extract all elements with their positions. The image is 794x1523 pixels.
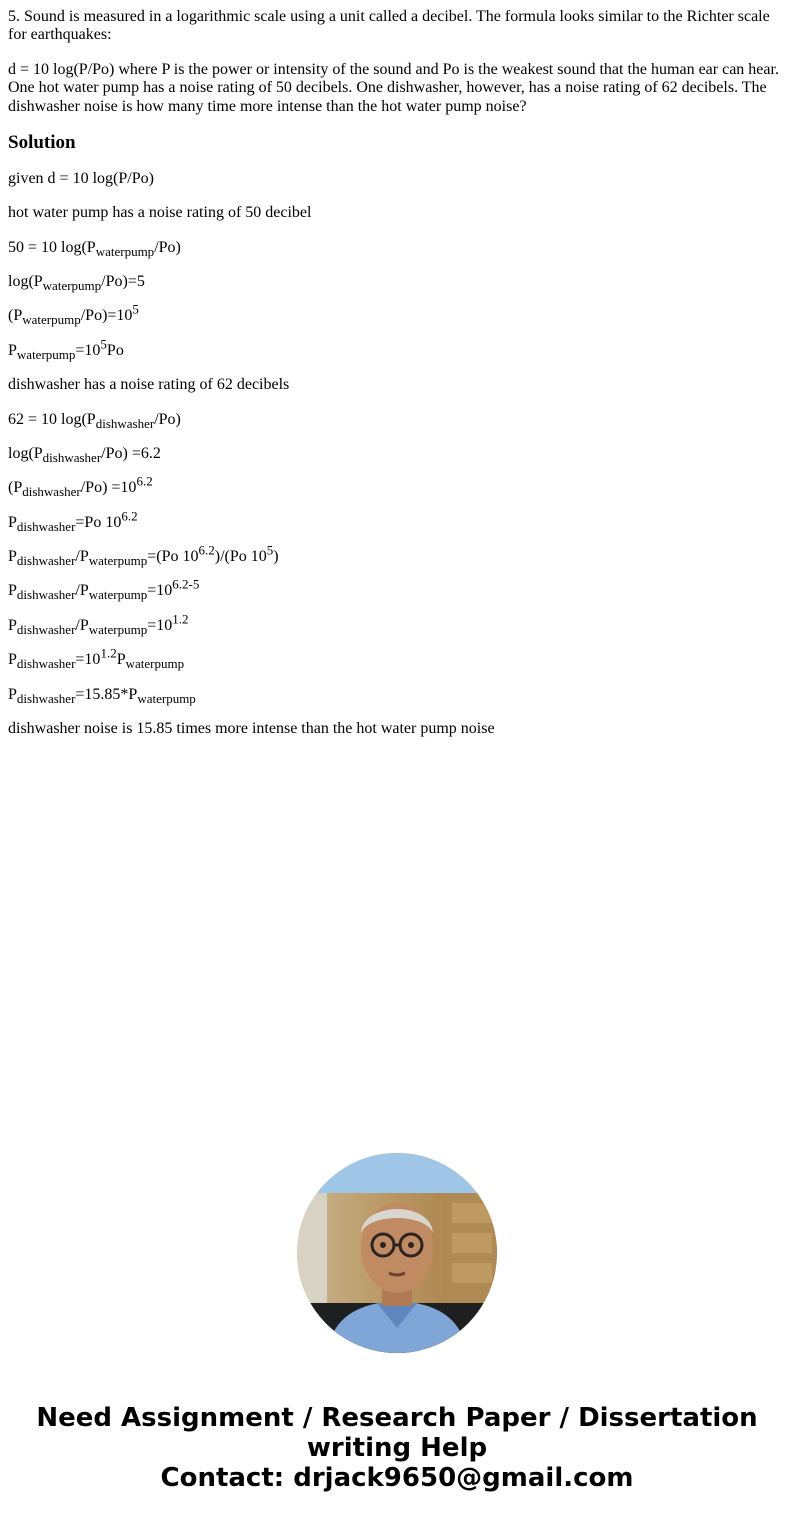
solution-line: $P_{dishwasher}/P_{waterpump}=(Po$ $10^{6.2})/(Po$ $10^5$) (8, 542, 279, 569)
solution-line: $P_{dishwasher}/P_{waterpump}=10^{6.2-5}$ (8, 577, 200, 603)
solution-line: 62 = 10 $\log(P_{dishwasher}/Po)$ (8, 410, 181, 431)
solution-line: 50 = 10 $\log(P_{waterpump}/Po)$ (8, 238, 181, 259)
footer-line: Need Assignment / Research Paper / Dissertation (36, 1403, 758, 1433)
solution-line: $\log(P_{dishwasher}/Po) =6.2$ (8, 444, 161, 466)
question-text: d = 10 log(P/Po) where P is the power or intensity of the sound and Po is the weakest sound that the human ear can hear. One hot water pump has a noise rating of 50 decibels. One dishwasher, however, has a noise rating of 62 decibels. The dishwasher noise is how many time more intense than the hot water pump noise? (8, 60, 779, 115)
solution-line: $P_{dishwasher}=15.85*P_{waterpump}$ (8, 685, 196, 706)
solution-line: $(P_{waterpump}/Po)=10^5$ (8, 302, 139, 328)
footer-banner (0, 1403, 794, 1493)
solution-line: $P_{waterpump}=10^5Po$ (8, 336, 124, 362)
question-intro: 5. Sound is measured in a logarithmic scale using a unit called a decibel. The formula looks similar to the Richter scale for earthquakes: (8, 8, 770, 44)
solution-line: $\log(P_{waterpump}/Po)=5$ (8, 272, 145, 294)
solution-heading: Solution (8, 131, 76, 153)
solution-line: hot water pump has a noise rating of 50 decibel (8, 204, 312, 222)
solution-line: $(P_{dishwasher}/Po) =10^{6.2}$ (8, 473, 153, 500)
solution-conclusion: dishwasher noise is 15.85 times more intense than the hot water pump noise (8, 720, 495, 738)
solution-line: given d = 10 log(P/Po) (8, 169, 154, 187)
solution-line: $P_{dishwasher}/P_{waterpump}=10^{1.2}$ (8, 611, 189, 638)
document-body (8, 8, 786, 754)
solution-line: dishwasher has a noise rating of 62 decibels (8, 376, 290, 394)
solution-line: $P_{dishwasher}=10^{1.2}P_{waterpump}$ (8, 645, 185, 672)
solution-line: $P_{dishwasher}=Po$ $10^{6.2}$ (8, 508, 138, 534)
person-photo-icon (297, 1153, 497, 1353)
footer-line: writing Help (306, 1433, 488, 1463)
footer-contact: Contact: drjack9650@gmail.com (160, 1463, 634, 1493)
author-avatar (297, 1153, 497, 1353)
